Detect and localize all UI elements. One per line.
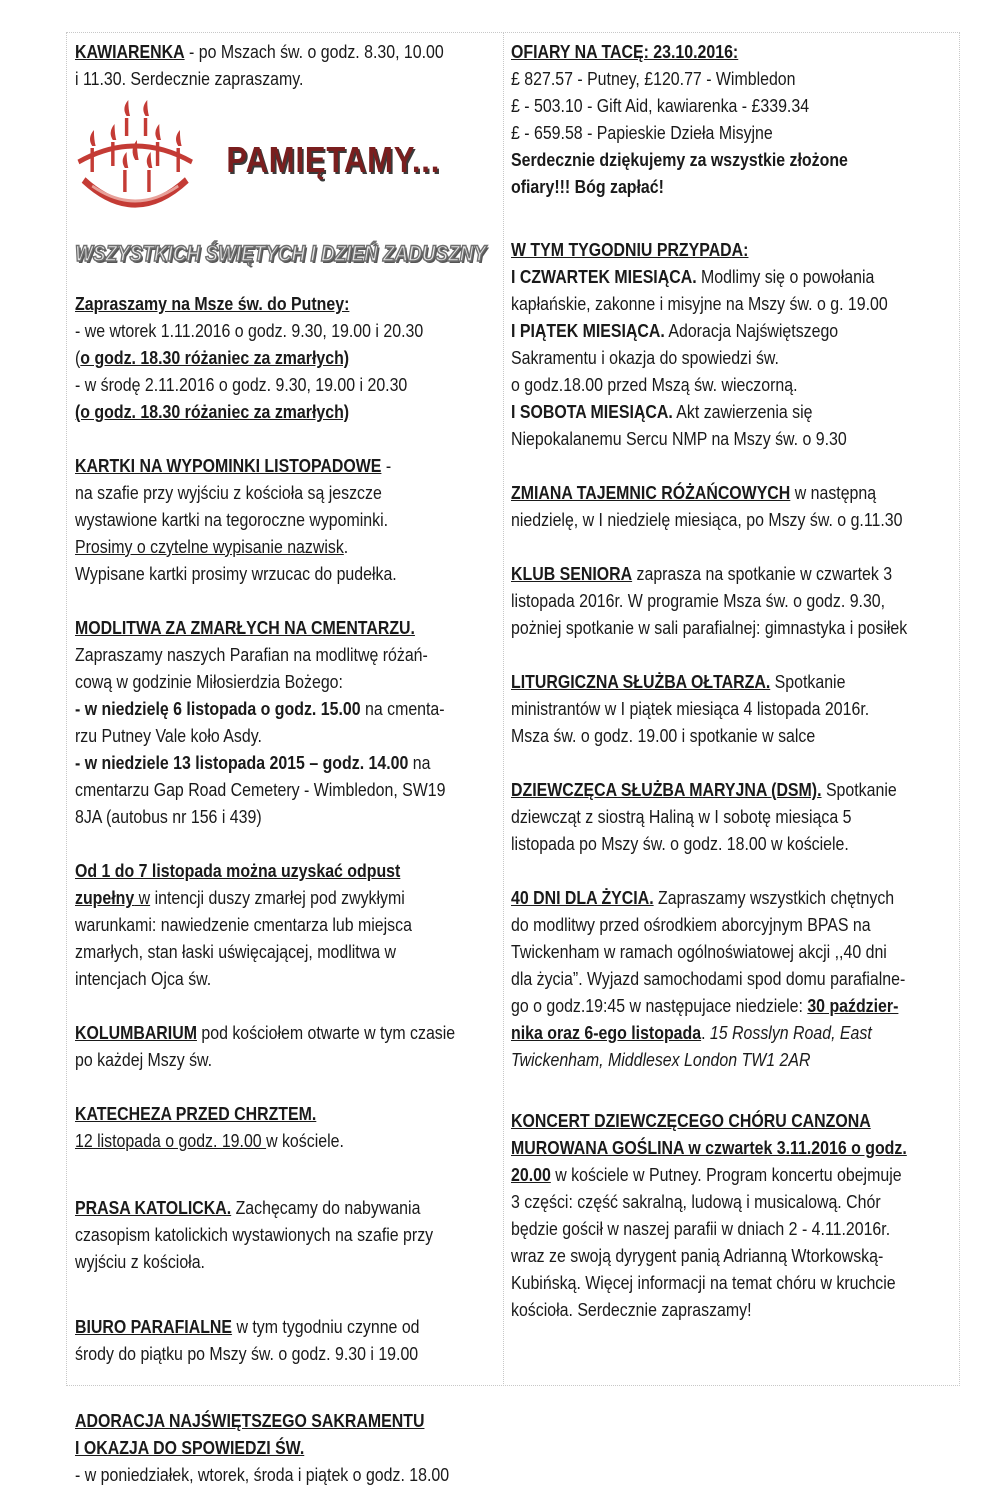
zycie-line: Twickenham w ramach ogólnoświatowej akcji ,,40 dni xyxy=(511,941,887,962)
tydzien-line: Adoracja Najświętszego xyxy=(664,320,839,341)
kartki-dash: - xyxy=(381,455,392,476)
modlitwa-title: MODLITWA ZA ZMARŁYCH NA CMENTARZU. xyxy=(75,617,415,638)
msze-rozaniec: o godz. 18.30 różaniec za zmarłych) xyxy=(80,347,350,368)
odpust-line: intencjach Ojca św. xyxy=(75,968,212,989)
odpust-line: w xyxy=(134,887,151,908)
kartki-line: Prosimy o czytelne wypisanie nazwisk xyxy=(75,536,344,557)
kawiarenka-title: KAWIARENKA xyxy=(75,41,185,62)
section-liturgiczna xyxy=(511,668,956,749)
msze-title: Zapraszamy na Msze św. do Putney: xyxy=(75,293,350,314)
zycie-dates: 30 paździer- xyxy=(807,995,899,1016)
dsm-title: DZIEWCZĘCA SŁUŻBA MARYJNA (DSM). xyxy=(511,779,822,800)
section-zmiana xyxy=(511,479,956,533)
zmiana-line: w następną xyxy=(790,482,877,503)
tydzien-line: o godz.18.00 przed Mszą św. wieczorną. xyxy=(511,374,798,395)
kolumbarium-line: pod kościołem otwarte w tym czasie xyxy=(196,1022,456,1043)
klub-line: zaprasza na spotkanie w czwartek 3 xyxy=(632,563,893,584)
dsm-line: dziewcząt z siostrą Haliną w I sobotę miesiąca 5 xyxy=(511,806,852,827)
section-zycie xyxy=(511,884,956,1073)
liturgiczna-line: ministrantów w I piątek miesiąca 4 listopada 2016r. xyxy=(511,698,870,719)
adoracja-line: - w poniedziałek, wtorek, środa i piątek o godz. 18.00 xyxy=(75,1464,450,1485)
section-klub xyxy=(511,560,956,641)
ofiary-line: £ - 659.58 - Papieskie Dzieła Misyjne xyxy=(511,122,773,143)
section-dsm xyxy=(511,776,956,857)
zycie-line: Zapraszamy wszystkich chętnych xyxy=(653,887,895,908)
modlitwa-line: na cmenta- xyxy=(360,698,445,719)
msze-line: - w środę 2.11.2016 o godz. 9.30, 19.00 i 20.30 xyxy=(75,374,408,395)
zycie-title: 40 DNI DLA ŻYCIA. xyxy=(511,887,654,908)
modlitwa-line: rzu Putney Vale koło Asdy. xyxy=(75,725,262,746)
zycie-address: 15 Rosslyn Road, East xyxy=(709,1022,872,1043)
zycie-address: Twickenham, Middlesex London TW1 2AR xyxy=(511,1049,811,1070)
modlitwa-line: cmentarzu Gap Road Cemetery - Wimbledon, SW19 xyxy=(75,779,446,800)
zycie-dot: . xyxy=(701,1022,710,1043)
kartki-dot: . xyxy=(343,536,349,557)
kartki-title: KARTKI NA WYPOMINKI LISTOPADOWE xyxy=(75,455,382,476)
modlitwa-date: - w niedziele 13 listopada 2015 – godz. 14.00 xyxy=(75,752,409,773)
kawiarenka-line: - po Mszach św. o godz. 8.30, 10.00 xyxy=(184,41,444,62)
ofiary-line: £ 827.57 - Putney, £120.77 - Wimbledon xyxy=(511,68,796,89)
banner-title: PAMIĘTAMY... xyxy=(226,139,441,180)
section-kartki xyxy=(75,452,501,587)
right-column xyxy=(511,38,956,1323)
section-biuro xyxy=(75,1313,501,1367)
prasa-line: Zachęcamy do nabywania xyxy=(231,1197,421,1218)
candles-icon xyxy=(75,100,195,220)
biuro-line: środy do piątku po Mszy św. o godz. 9.30 i 19.00 xyxy=(75,1343,419,1364)
kartki-line: Wypisane kartki prosimy wrzucac do pudełka. xyxy=(75,563,397,584)
koncert-line: kościoła. Serdecznie zapraszamy! xyxy=(511,1299,752,1320)
tydzien-line: kapłańskie, zakonne i misyjne na Mszy św. o g. 19.00 xyxy=(511,293,888,314)
tydzien-heading: I CZWARTEK MIESIĄCA. xyxy=(511,266,697,287)
biuro-title: BIURO PARAFIALNE xyxy=(75,1316,233,1337)
klub-line: pożniej spotkanie w sali parafialnej: gimnastyka i posiłek xyxy=(511,617,908,638)
tydzien-line: Sakramentu i okazja do spowiedzi św. xyxy=(511,347,779,368)
koncert-line: wraz ze swoją dyrygent panią Adrianną Wtorkowską- xyxy=(511,1245,884,1266)
zycie-line: do modlitwy przed ośrodkiem aborcyjnym BPAS na xyxy=(511,914,871,935)
modlitwa-line: Zapraszamy naszych Parafian na modlitwę różań- xyxy=(75,644,428,665)
klub-line: listopada 2016r. W programie Msza św. o godz. 9.30, xyxy=(511,590,886,611)
section-adoracja xyxy=(75,1407,501,1488)
liturgiczna-line: Msza św. o godz. 19.00 i spotkanie w salce xyxy=(511,725,816,746)
koncert-title: KONCERT DZIEWCZĘCEGO CHÓRU CANZONA xyxy=(511,1110,871,1131)
koncert-line: 3 części: część sakralną, ludową i musicalową. Chór xyxy=(511,1191,881,1212)
koncert-line: w kościele w Putney. Program koncertu obejmuje xyxy=(550,1164,902,1185)
liturgiczna-line: Spotkanie xyxy=(770,671,846,692)
kawiarenka-line: i 11.30. Serdecznie zapraszamy. xyxy=(75,68,304,89)
column-divider xyxy=(503,32,504,1386)
zycie-dates: nika oraz 6-ego listopada xyxy=(511,1022,702,1043)
tydzien-line: Modlimy się o powołania xyxy=(696,266,875,287)
ofiary-thanks: ofiary!!! Bóg zapłać! xyxy=(511,176,664,197)
koncert-title: MUROWANA GOŚLINA w czwartek 3.11.2016 o godz. xyxy=(511,1137,907,1158)
odpust-line: warunkami: nawiedzenie cmentarza lub miejsca xyxy=(75,914,412,935)
msze-line: - we wtorek 1.11.2016 o godz. 9.30, 19.00 i 20.30 xyxy=(75,320,424,341)
liturgiczna-title: LITURGICZNA SŁUŻBA OŁTARZA. xyxy=(511,671,771,692)
section-odpust xyxy=(75,857,501,992)
modlitwa-line: 8JA (autobus nr 156 i 439) xyxy=(75,806,262,827)
ofiary-thanks: Serdecznie dziękujemy za wszystkie złożone xyxy=(511,149,848,170)
section-kolumbarium xyxy=(75,1019,501,1073)
odpust-line: zmarłych, stan łaski uświęcającej, modlitwa w xyxy=(75,941,396,962)
modlitwa-date: - w niedzielę 6 listopada o godz. 15.00 xyxy=(75,698,361,719)
tydzien-title: W TYM TYGODNIU PRZYPADA: xyxy=(511,239,749,260)
odpust-title: zupełny xyxy=(75,887,135,908)
odpust-title: Od 1 do 7 listopada można uzyskać odpust xyxy=(75,860,401,881)
modlitwa-line: na xyxy=(408,752,431,773)
section-prasa xyxy=(75,1194,501,1275)
zmiana-title: ZMIANA TAJEMNIC RÓŻAŃCOWYCH xyxy=(511,482,791,503)
kartki-line: na szafie przy wyjściu z kościoła są jeszcze xyxy=(75,482,382,503)
section-katecheza xyxy=(75,1100,501,1154)
ofiary-line: £ - 503.10 - Gift Aid, kawiarenka - £339.34 xyxy=(511,95,810,116)
msze-rozaniec: (o godz. 18.30 różaniec za zmarłych) xyxy=(75,401,350,422)
zycie-line: go o godz.19:45 w następujace niedziele: xyxy=(511,995,808,1016)
modlitwa-line: cową w godzinie Miłosierdzia Bożego: xyxy=(75,671,343,692)
banner-subtitle: WSZYSTKICH ŚWIĘTYCH I DZIEŃ ZADUSZNY xyxy=(75,241,486,266)
tydzien-line: Niepokalanemu Sercu NMP na Mszy św. o 9.30 xyxy=(511,428,847,449)
left-column xyxy=(75,38,501,1488)
kolumbarium-line: po każdej Mszy św. xyxy=(75,1049,213,1070)
koncert-time: 20.00 xyxy=(511,1164,551,1185)
section-koncert xyxy=(511,1107,956,1323)
dsm-line: listopada po Mszy św. o godz. 18.00 w kościele. xyxy=(511,833,849,854)
ofiary-title: OFIARY NA TACĘ: 23.10.2016: xyxy=(511,41,739,62)
section-tydzien xyxy=(511,236,956,452)
klub-title: KLUB SENIORA xyxy=(511,563,633,584)
zmiana-line: niedzielę, w I niedzielę miesiąca, po Mszy św. o g.11.30 xyxy=(511,509,903,530)
section-ofiary xyxy=(511,38,956,200)
tydzien-heading: I SOBOTA MIESIĄCA. xyxy=(511,401,673,422)
adoracja-title: ADORACJA NAJŚWIĘTSZEGO SAKRAMENTU xyxy=(75,1410,425,1431)
pamietamy-banner xyxy=(75,100,501,290)
section-modlitwa xyxy=(75,614,501,830)
katecheza-line: w kościele. xyxy=(266,1130,344,1151)
prasa-title: PRASA KATOLICKA. xyxy=(75,1197,232,1218)
msze-line: ( xyxy=(75,347,81,368)
koncert-line: Kubińską. Więcej informacji na temat chóru w kruchcie xyxy=(511,1272,896,1293)
katecheza-date: 12 listopada o godz. 19.00 xyxy=(75,1130,267,1151)
dsm-line: Spotkanie xyxy=(821,779,897,800)
adoracja-title: I OKAZJA DO SPOWIEDZI ŚW. xyxy=(75,1437,305,1458)
odpust-line: intencji duszy zmarłej pod zwykłymi xyxy=(150,887,405,908)
section-kawiarenka xyxy=(75,38,501,92)
section-msze xyxy=(75,290,501,425)
biuro-line: w tym tygodniu czynne od xyxy=(232,1316,420,1337)
koncert-line: będzie gościł w naszej parafii w dniach 2 - 4.11.2016r. xyxy=(511,1218,891,1239)
prasa-line: czasopism katolickich wystawionych na szafie przy xyxy=(75,1224,434,1245)
kartki-line: wystawione kartki na tegoroczne wypominki. xyxy=(75,509,389,530)
tydzien-heading: I PIĄTEK MIESIĄCA. xyxy=(511,320,665,341)
tydzien-line: Akt zawierzenia się xyxy=(672,401,813,422)
prasa-line: wyjściu z kościoła. xyxy=(75,1251,205,1272)
katecheza-title: KATECHEZA PRZED CHRZTEM. xyxy=(75,1103,317,1124)
zycie-line: dla życia”. Wyjazd samochodami spod domu parafialne- xyxy=(511,968,906,989)
kolumbarium-title: KOLUMBARIUM xyxy=(75,1022,197,1043)
